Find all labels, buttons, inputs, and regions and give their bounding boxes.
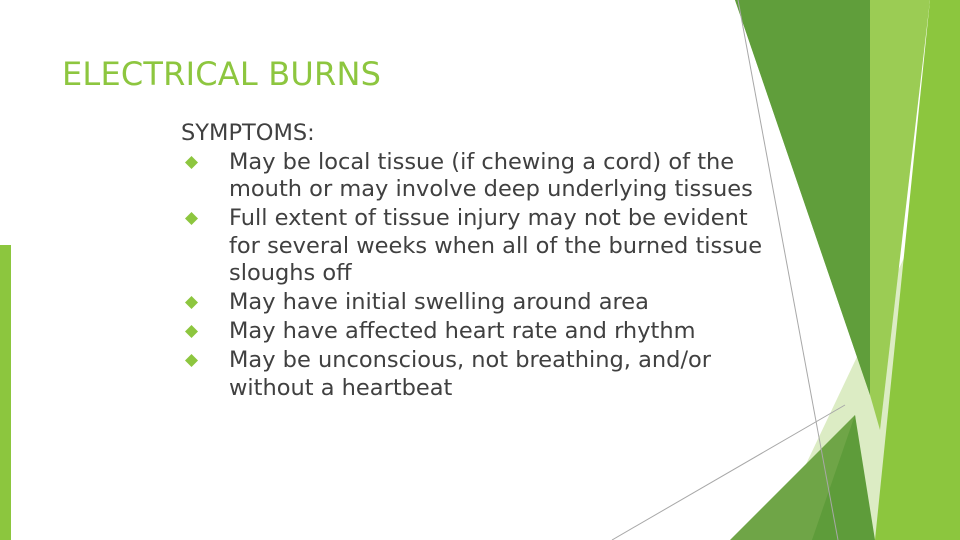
diamond-bullet-icon (185, 354, 198, 367)
list-item-text: May be unconscious, not breathing, and/or without a heartbeat (229, 347, 712, 401)
symptom-list (181, 149, 781, 403)
left-accent-stripe (0, 245, 11, 540)
diamond-bullet-icon (185, 212, 198, 225)
list-item (181, 289, 781, 317)
diamond-bullet-icon (185, 156, 198, 169)
list-item-text: May have initial swelling around area (229, 289, 649, 315)
symptoms-heading: SYMPTOMS: (181, 120, 315, 146)
list-item-text: May be local tissue (if chewing a cord) of the mouth or may involve deep underlying tissues (229, 148, 753, 202)
list-item (181, 318, 781, 346)
list-item (181, 205, 781, 288)
slide-title: ELECTRICAL BURNS (62, 55, 382, 93)
diamond-bullet-icon (185, 296, 198, 309)
slide-content (181, 120, 781, 404)
list-item-text: Full extent of tissue injury may not be evident for several weeks when all of the burned tissue sloughs off (229, 205, 763, 286)
list-item (181, 347, 781, 402)
list-item (181, 149, 781, 204)
diamond-bullet-icon (185, 325, 198, 338)
list-item-text: May have affected heart rate and rhythm (229, 318, 696, 344)
